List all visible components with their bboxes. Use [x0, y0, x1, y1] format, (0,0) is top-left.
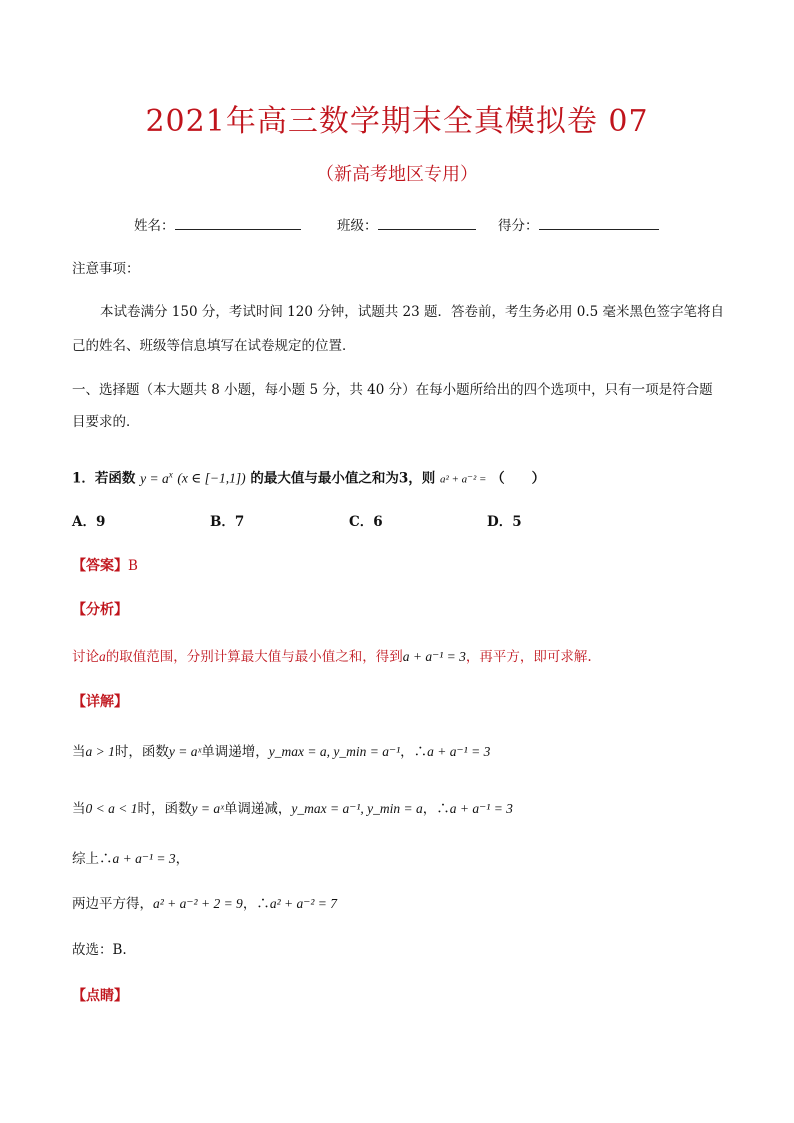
option-b[interactable]: B．7 [210, 514, 245, 530]
notice-heading: 注意事项： [72, 261, 140, 277]
name-field [134, 214, 301, 234]
answer-tag: 【答案】 [72, 558, 128, 574]
page-title: 2021年高三数学期末全真模拟卷 07 [145, 104, 649, 139]
class-field [337, 214, 476, 234]
class-label: 班级： [337, 218, 378, 234]
question-expression: a² + a⁻² = [439, 473, 487, 486]
analysis-text: 讨论a的取值范围，分别计算最大值与最小值之和，得到a + a⁻¹ = 3，再平方，即可求解. [72, 649, 592, 665]
question-paren: （ ） [491, 470, 546, 487]
class-blank[interactable] [378, 215, 476, 230]
option-c[interactable]: C．6 [349, 514, 383, 530]
comment-tag: 【点睛】 [72, 988, 128, 1004]
detail-case-2: 当0 < a < 1时，函数y = aˣ单调递减，y_max = a⁻¹, y_min = a，∴a + a⁻¹ = 3 [72, 801, 513, 817]
question-middle: 的最大值与最小值之和为3，则 [250, 470, 436, 487]
answer-value: B [128, 558, 138, 574]
answer-row [72, 556, 138, 576]
question-domain: (x ∈ [−1,1]) [177, 470, 246, 486]
detail-tag: 【详解】 [72, 694, 128, 710]
detail-choice: 故选：B. [72, 942, 127, 958]
detail-square: 两边平方得，a² + a⁻² + 2 = 9，∴a² + a⁻² = 7 [72, 896, 338, 912]
notice-line-1: 本试卷满分 150 分，考试时间 120 分钟，试题共 23 题．答卷前，考生务必用 0.5 毫米黑色签字笔将自 [100, 304, 725, 320]
name-blank[interactable] [175, 215, 301, 230]
score-blank[interactable] [539, 215, 659, 230]
page-subtitle: （新高考地区专用） [316, 164, 478, 185]
section-line-2: 目要求的． [72, 414, 140, 430]
score-label: 得分： [498, 218, 539, 234]
section-line-1: 一、选择题（本大题共 8 小题，每小题 5 分，共 40 分）在每小题所给出的四个选项中，只有一项是符合题 [72, 382, 713, 398]
analysis-tag: 【分析】 [72, 602, 128, 618]
question-function: $y = a^x$ [140, 469, 173, 486]
notice-line-2: 己的姓名、班级等信息填写在试卷规定的位置． [72, 338, 356, 354]
name-label: 姓名： [134, 218, 175, 234]
detail-summary: 综上∴a + a⁻¹ = 3， [72, 851, 190, 867]
option-d[interactable]: D．5 [487, 514, 522, 530]
score-field [498, 214, 659, 234]
option-a[interactable]: A．9 [72, 514, 106, 530]
detail-case-1: 当a > 1时，函数y = aˣ单调递增，y_max = a, y_min = a⁻¹，∴a + a⁻¹ = 3 [72, 744, 491, 760]
question-number: 1．若函数 [72, 470, 136, 487]
question-1 [72, 464, 545, 490]
